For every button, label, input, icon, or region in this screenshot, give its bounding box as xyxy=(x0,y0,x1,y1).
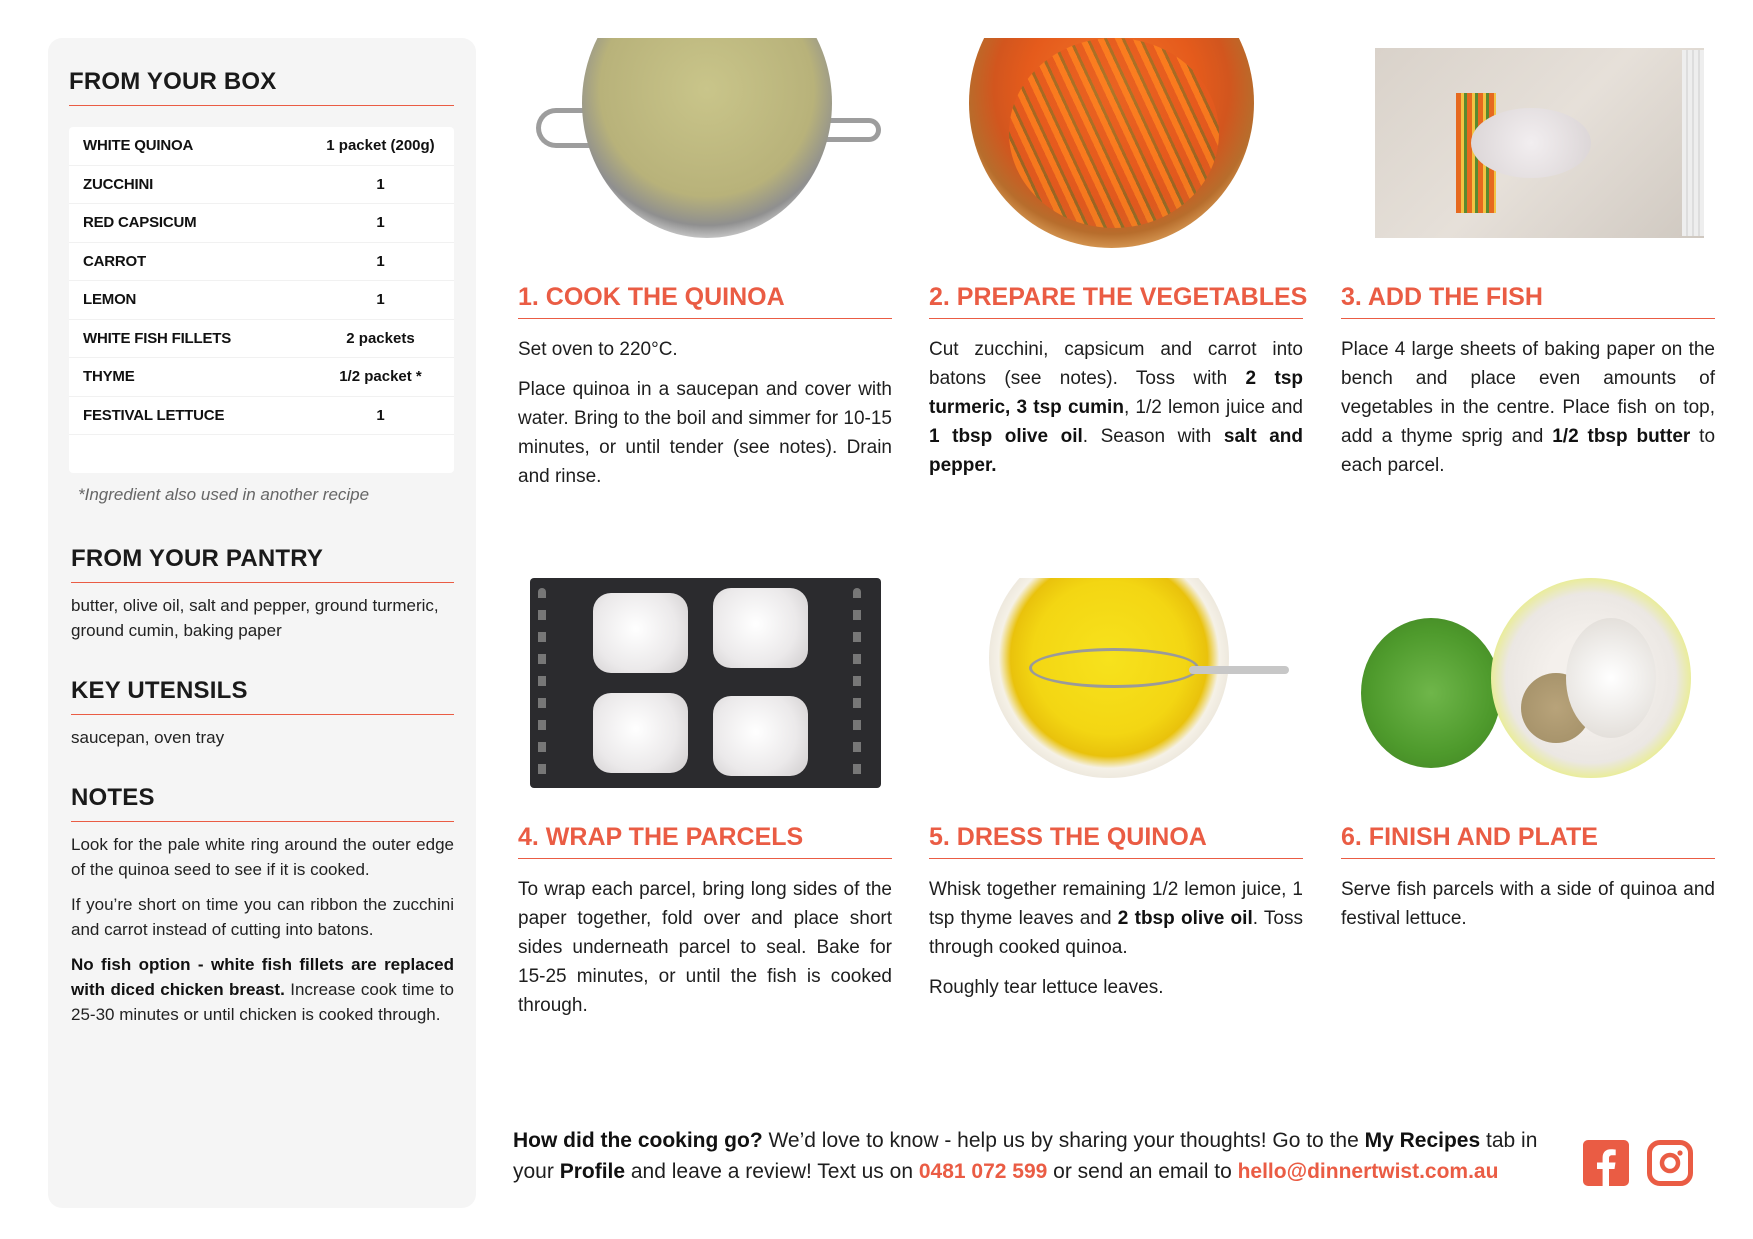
quinoa-strainer-photo xyxy=(518,38,881,248)
step-5-para-1 xyxy=(929,875,1303,962)
step-2-body xyxy=(929,335,1303,480)
plated-dish-photo xyxy=(1341,578,1704,788)
step-2-bold: 2 tsp turmeric, 3 tsp cumin xyxy=(929,368,1303,418)
pantry-heading: FROM YOUR PANTRY xyxy=(71,545,454,583)
facebook-icon[interactable] xyxy=(1583,1140,1629,1186)
ingredient-qty: 1 packet (200g) xyxy=(326,137,435,155)
step-2-text: Cut zucchini, capsicum and carrot into batons (see notes). Toss with xyxy=(929,339,1303,389)
ingredient-row xyxy=(69,243,454,282)
step-2-title: 2. PREPARE THE VEGETABLES xyxy=(929,283,1303,319)
ingredient-name: ZUCCHINI xyxy=(83,175,154,193)
step-3-text: Place 4 large sheets of baking paper on the bench and place even amounts of vegetables in the centre. Place fish on top, add a thyme sprig and xyxy=(1341,339,1715,447)
ingredient-row xyxy=(69,358,454,397)
ingredient-note: *Ingredient also used in another recipe xyxy=(78,485,370,504)
footer-text: We’d love to know - help us by sharing your thoughts! Go to the xyxy=(762,1129,1365,1152)
ingredient-row xyxy=(69,320,454,359)
step-4-para-1: To wrap each parcel, bring long sides of the paper together, fold over and place short sides underneath parcel to seal. Bake for 15-25 minutes, or until the fish is cooked through. xyxy=(518,879,892,1016)
step-4-body xyxy=(518,875,892,1020)
ingredient-qty: 1 xyxy=(376,291,385,309)
dressing-bowl-photo xyxy=(929,578,1292,788)
step-6-body xyxy=(1341,875,1715,933)
step-5-text: Whisk together remaining 1/2 lemon juice, 1 tsp thyme leaves and xyxy=(929,879,1303,929)
ingredient-table xyxy=(69,127,454,473)
ingredient-qty: 1 xyxy=(376,214,385,232)
step-1 xyxy=(518,38,892,502)
note-2: If you’re short on time you can ribbon the zucchini and carrot instead of cutting into batons. xyxy=(71,895,454,939)
table-spacer xyxy=(69,435,454,473)
ingredients-sidebar xyxy=(48,38,476,1208)
parcels-tray-photo xyxy=(518,578,881,788)
feedback-footer xyxy=(513,1125,1573,1187)
note-3-text: Increase cook time to 25-30 minutes or until chicken is cooked through. xyxy=(71,980,454,1024)
ingredient-name: LEMON xyxy=(83,291,137,309)
step-3 xyxy=(1341,38,1715,491)
step-6 xyxy=(1341,578,1715,944)
step-1-body xyxy=(518,335,892,491)
step-4 xyxy=(518,578,892,1031)
ingredient-name: RED CAPSICUM xyxy=(83,214,197,232)
step-3-body xyxy=(1341,335,1715,480)
note-1: Look for the pale white ring around the outer edge of the quinoa seed to see if it is cooked. xyxy=(71,835,454,879)
ingredient-qty: 1 xyxy=(376,252,385,270)
email-link[interactable]: hello@dinnertwist.com.au xyxy=(1237,1160,1499,1183)
ingredient-row xyxy=(69,397,454,436)
step-2-text: . Season with xyxy=(1082,426,1224,447)
ingredient-name: WHITE QUINOA xyxy=(83,137,194,155)
step-6-para-1: Serve fish parcels with a side of quinoa and festival lettuce. xyxy=(1341,879,1715,929)
step-5-title: 5. DRESS THE QUINOA xyxy=(929,823,1303,859)
step-3-text: to each parcel. xyxy=(1341,426,1716,476)
step-2-bold: 1 tbsp olive oil xyxy=(929,426,1083,447)
fish-on-paper-photo xyxy=(1341,38,1704,248)
ingredient-qty: 1 xyxy=(376,175,385,193)
ingredient-row xyxy=(69,127,454,166)
step-2-bold: salt and pepper. xyxy=(929,426,1303,476)
step-1-para-1: Set oven to 220°C. xyxy=(518,339,678,360)
ingredient-row xyxy=(69,166,454,205)
step-1-para-2: Place quinoa in a saucepan and cover with water. Bring to the boil and simmer for 10-15 minutes, or until tender (see notes). Drain and rinse. xyxy=(518,379,892,487)
profile-label: Profile xyxy=(559,1160,626,1183)
pantry-text: butter, olive oil, salt and pepper, ground turmeric, ground cumin, baking paper xyxy=(71,596,439,640)
step-2-para-1 xyxy=(929,335,1303,480)
instagram-icon[interactable] xyxy=(1647,1140,1693,1186)
my-recipes-label: My Recipes xyxy=(1364,1129,1481,1152)
ingredient-name: CARROT xyxy=(83,252,146,270)
ingredient-name: WHITE FISH FILLETS xyxy=(83,329,232,347)
step-4-title: 4. WRAP THE PARCELS xyxy=(518,823,892,859)
ingredient-name: FESTIVAL LETTUCE xyxy=(83,406,225,424)
footer-text: or send an email to xyxy=(1047,1160,1238,1183)
footer-text: tab in your xyxy=(513,1129,1538,1183)
step-2-text: , 1/2 lemon juice and xyxy=(1123,397,1303,418)
step-5-text: . Toss through cooked quinoa. xyxy=(929,908,1303,958)
utensils-heading: KEY UTENSILS xyxy=(71,677,454,715)
utensils-text: saucepan, oven tray xyxy=(71,728,225,747)
note-3 xyxy=(71,952,454,1027)
ingredient-qty: 2 packets xyxy=(346,329,415,347)
ingredient-row xyxy=(69,281,454,320)
footer-text: and leave a review! Text us on xyxy=(625,1160,919,1183)
ingredient-qty: 1 xyxy=(376,406,385,424)
step-3-bold: 1/2 tbsp butter xyxy=(1552,426,1691,447)
step-5 xyxy=(929,578,1303,1013)
vegetables-bowl-photo xyxy=(929,38,1292,248)
step-3-para-1 xyxy=(1341,335,1715,480)
footer-question: How did the cooking go? xyxy=(513,1129,763,1152)
phone-link[interactable]: 0481 072 599 xyxy=(918,1160,1048,1183)
step-5-bold: 2 tbsp olive oil xyxy=(1117,908,1253,929)
notes-heading: NOTES xyxy=(71,784,454,822)
step-5-para-2: Roughly tear lettuce leaves. xyxy=(929,977,1164,998)
step-6-title: 6. FINISH AND PLATE xyxy=(1341,823,1715,859)
step-3-title: 3. ADD THE FISH xyxy=(1341,283,1715,319)
step-5-body xyxy=(929,875,1303,1002)
ingredient-name: THYME xyxy=(83,368,135,386)
note-3-bold: No fish option - white fish fillets are replaced with diced chicken breast. xyxy=(71,955,454,999)
notes-list xyxy=(71,832,454,1027)
step-1-title: 1. COOK THE QUINOA xyxy=(518,283,892,319)
from-your-box-heading: FROM YOUR BOX xyxy=(69,68,454,106)
ingredient-row xyxy=(69,204,454,243)
step-2 xyxy=(929,38,1308,491)
ingredient-qty: 1/2 packet * xyxy=(339,368,422,386)
